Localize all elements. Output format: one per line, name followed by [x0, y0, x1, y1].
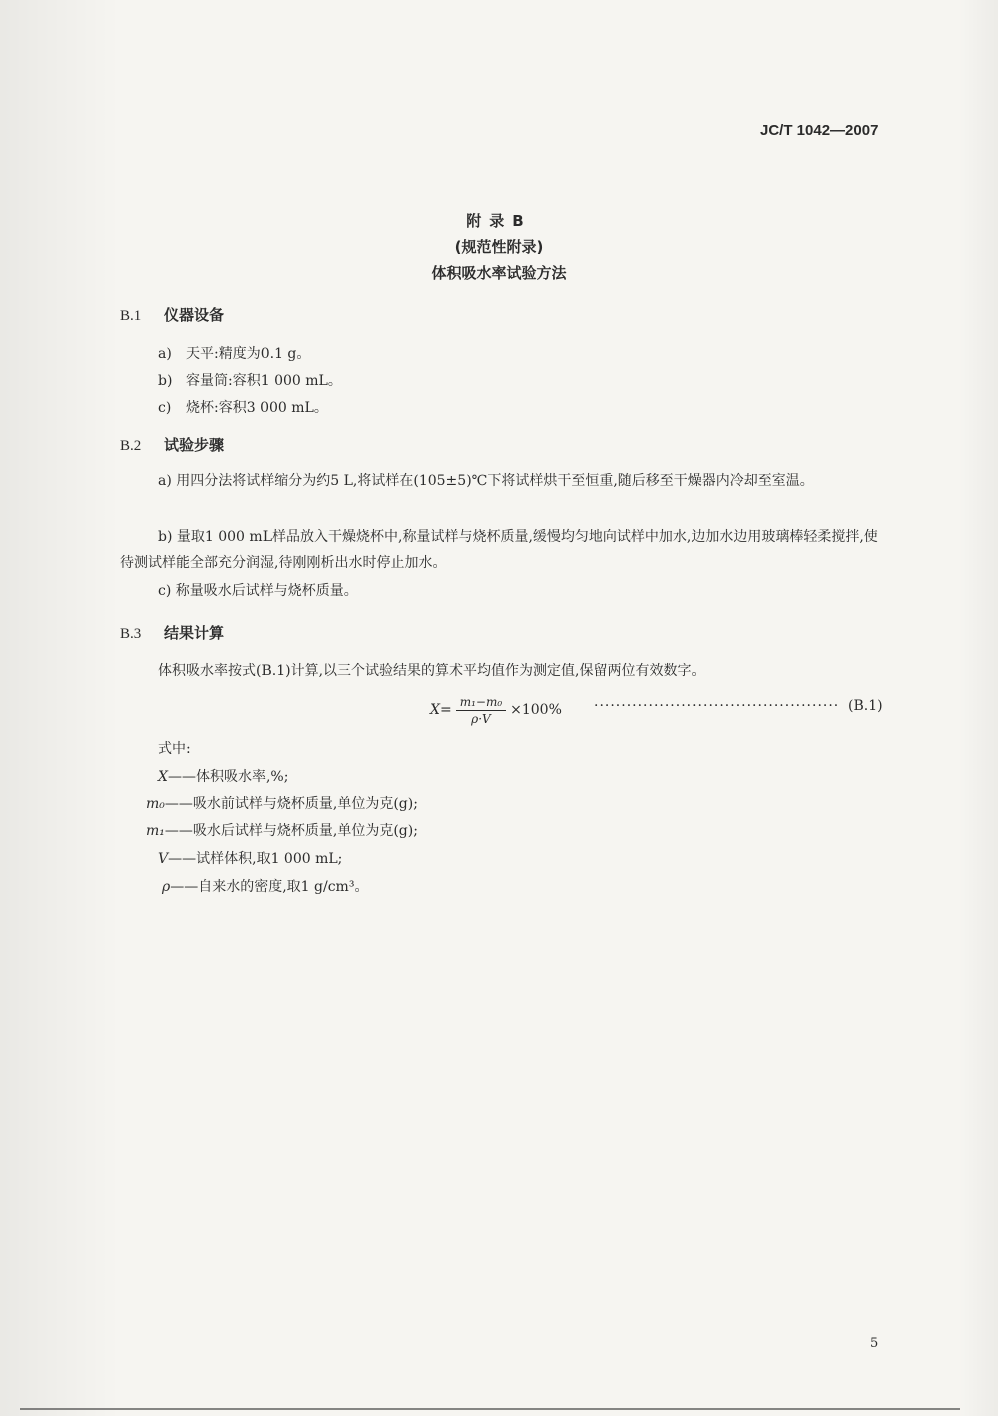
calculation-intro: 体积吸水率按式(B.1)计算,以三个试验结果的算术平均值作为测定值,保留两位有效数字。	[158, 663, 706, 679]
equation-number: (B.1)	[848, 698, 883, 714]
scan-bottom-edge	[20, 1408, 960, 1410]
formula-lhs: X=	[430, 702, 452, 718]
section-title: 结果计算	[164, 624, 225, 642]
section-heading-b3	[120, 622, 224, 643]
section-title: 试验步骤	[164, 436, 225, 454]
standard-code: JC/T 1042—2007	[760, 122, 879, 139]
section-heading-b1	[120, 304, 224, 325]
formula-b1	[430, 688, 562, 732]
formula-denominator: ρ·V	[471, 711, 491, 726]
section-title: 仪器设备	[164, 306, 225, 324]
formula-suffix: ×100%	[510, 702, 562, 718]
list-item: c) 烧杯:容积3 000 mL。	[158, 400, 328, 416]
list-item: a) 天平:精度为0.1 g。	[158, 346, 311, 362]
definition-item: ρ——自来水的密度,取1 g/cm³。	[162, 879, 369, 895]
formula-fraction	[456, 695, 506, 726]
section-heading-b2	[120, 434, 224, 455]
formula-numerator: m₁−m₀	[456, 695, 506, 711]
definition-item: m₁——吸水后试样与烧杯质量,单位为克(g);	[146, 823, 418, 839]
definition-item: V——试样体积,取1 000 mL;	[158, 851, 343, 867]
definition-item: m₀——吸水前试样与烧杯质量,单位为克(g);	[146, 796, 418, 812]
list-item: b) 容量筒:容积1 000 mL。	[158, 373, 342, 389]
procedure-step: b) 量取1 000 mL样品放入干燥烧杯中,称量试样与烧杯质量,缓慢均匀地向试样中加水,边加水边用玻璃棒轻柔搅拌,使待测试样能全部充分润湿,待刚刚析出水时停止加水。	[120, 529, 878, 571]
where-label: 式中:	[158, 741, 191, 757]
appendix-title: 附录B	[466, 212, 532, 230]
dot-leader: ·············································	[594, 698, 839, 714]
appendix-type: (规范性附录)	[454, 238, 544, 256]
page-number: 5	[870, 1336, 879, 1351]
procedure-step: a) 用四分法将试样缩分为约5 L,将试样在(105±5)℃下将试样烘干至恒重,随后移至干燥器内冷却至室温。	[158, 473, 814, 489]
section-number: B.2	[120, 438, 142, 454]
procedure-step: c) 称量吸水后试样与烧杯质量。	[158, 583, 358, 599]
section-number: B.3	[120, 626, 142, 642]
section-number: B.1	[120, 308, 142, 324]
definition-item: X——体积吸水率,%;	[158, 769, 289, 785]
appendix-subject: 体积吸水率试验方法	[431, 264, 567, 282]
